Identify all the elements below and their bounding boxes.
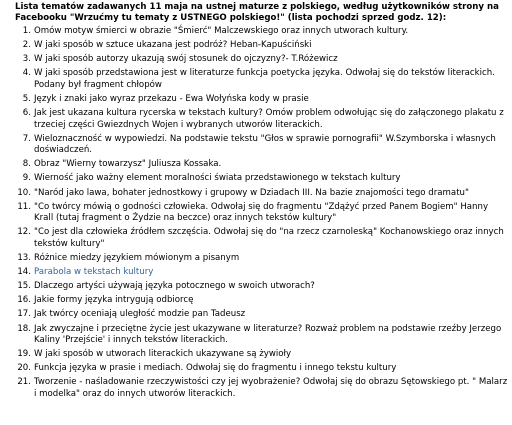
topic-item — [15, 188, 508, 199]
topic-number: 8. — [22, 159, 31, 170]
topic-text: "Co twórcy mówią o godności człowieka. Odwołaj się do fragmentu "Zdążyć przed Panem Bogiem" Hanny Krall (tutaj fragment o Żydzie na beczce) oraz innych tekstów kultury" — [34, 201, 489, 224]
topic-item — [15, 68, 508, 91]
topic-number: 7. — [22, 133, 31, 144]
topic-text: Jak jest ukazana kultura rycerska w tekstach kultury? Omów problem odwołując się do załączonego plakatu z trzeciej części Gwiezdnych Wojen i wybranych utworów literackich. — [34, 108, 504, 130]
topic-number: 20. — [17, 363, 31, 374]
topic-item — [15, 309, 508, 320]
topic-number: 9. — [22, 173, 31, 184]
topic-number: 17. — [17, 309, 31, 320]
topic-number: 11. — [17, 201, 31, 212]
topic-text: W jaki sposób autorzy ukazują swój stosunek do ojczyzny?- T.Różewicz — [34, 54, 338, 65]
topic-item — [15, 159, 508, 170]
topic-item — [15, 295, 508, 306]
topic-text: Tworzenie - naśladowanie rzeczywistości czy jej wyobrażenie? Odwołaj się do obrazu Sętowskiego pt. " Malarz i modelka" oraz do innych utworów literackich. — [34, 377, 508, 399]
topic-number: 10. — [17, 187, 31, 198]
topic-text: Wierność jako ważny element moralności świata przedstawionego w tekstach kultury — [34, 173, 401, 184]
topic-number: 21. — [17, 377, 31, 388]
topic-number: 13. — [17, 252, 31, 263]
topic-item — [15, 54, 508, 65]
topic-text: Jak twórcy oceniają uległość modzie pan Tadeusz — [34, 309, 246, 320]
topic-number: 12. — [17, 227, 31, 238]
topic-number: 6. — [22, 108, 31, 119]
topic-item — [15, 94, 508, 105]
topic-item — [15, 173, 508, 184]
topic-item — [15, 108, 508, 131]
topic-text: W jaki sposób w utworach literackich ukazywane są żywioły — [34, 349, 292, 360]
topic-text: Wieloznaczność w wypowiedzi. Na podstawie tekstu "Głos w sprawie pornografii" W.Szymborska i własnych doświadczeń. — [34, 133, 496, 156]
topic-item — [15, 227, 508, 250]
topic-text: Jak zwyczajne i przeciętne życie jest ukazywane w literaturze? Rozważ problem na podstawie rzeźby Jerzego Kaliny 'Przejście' i innych tekstów literackich. — [34, 323, 502, 346]
topic-item — [15, 202, 508, 225]
topic-text: W jaki sposób w sztuce ukazana jest podróż? Heban-Kapuściński — [34, 40, 312, 51]
topic-text: "Co jest dla człowieka źródłem szczęścia. Odwołaj się do "na rzecz czarnoleską" Kochanowskiego oraz innych tekstów kultury" — [34, 227, 504, 249]
topic-number: 16. — [17, 295, 31, 306]
topic-item — [15, 363, 508, 374]
topic-item — [15, 324, 508, 347]
topic-text: Jakie formy języka intrygują odbiorcę — [34, 295, 194, 306]
topic-text: Funkcja języka w prasie i mediach. Odwołaj się do fragmentu i innego tekstu kultury — [34, 363, 397, 374]
topic-item — [15, 40, 508, 51]
topic-link[interactable]: Parabola w tekstach kultury — [34, 267, 154, 277]
topic-number: 2. — [22, 40, 31, 51]
topic-text: "Naród jako lawa, bohater jednostkowy i grupowy w Dziadach III. Na bazie znajomości tego dramatu" — [34, 187, 469, 198]
topic-text: Omów motyw śmierci w obrazie "Śmierć" Malczewskiego oraz innych utworach kultury. — [34, 25, 409, 36]
topic-item — [15, 377, 508, 400]
topic-text: Dlaczego artyści używają języka potocznego w swoich utworach? — [34, 281, 315, 292]
topic-number: 15. — [17, 281, 31, 292]
topic-item — [15, 253, 508, 264]
topic-list — [15, 26, 508, 400]
topic-text: W jaki sposób przedstawiona jest w literaturze funkcja poetycka języka. Odwołaj się do tekstów literackich. Podany był fragment chłopów — [34, 68, 495, 90]
topic-number: 19. — [17, 349, 31, 360]
topic-item — [15, 26, 508, 37]
topic-text: Różnice miedzy językiem mówionym a pisanym — [34, 252, 240, 263]
topic-item — [15, 267, 508, 278]
topic-number: 14. — [17, 267, 31, 277]
topic-number: 18. — [17, 323, 31, 334]
topic-text: Język i znaki jako wyraz przekazu - Ewa Wołyńska kody w prasie — [34, 93, 309, 104]
topic-item — [15, 349, 508, 360]
topic-number: 1. — [22, 25, 31, 36]
topic-number: 5. — [22, 93, 31, 104]
topic-number: 4. — [22, 68, 31, 79]
list-heading: Lista tematów zadawanych 11 maja na ustnej maturze z polskiego, według użytkowników strony na Facebooku "Wrzućmy tu tematy z USTNEGO polskiego!" (lista pochodzi sprzed godz. 12): — [15, 2, 499, 24]
topic-item — [15, 281, 508, 292]
topic-text: Obraz "Wierny towarzysz" Juliusza Kossaka. — [34, 159, 222, 170]
topic-item — [15, 134, 508, 157]
topic-number: 3. — [22, 54, 31, 65]
